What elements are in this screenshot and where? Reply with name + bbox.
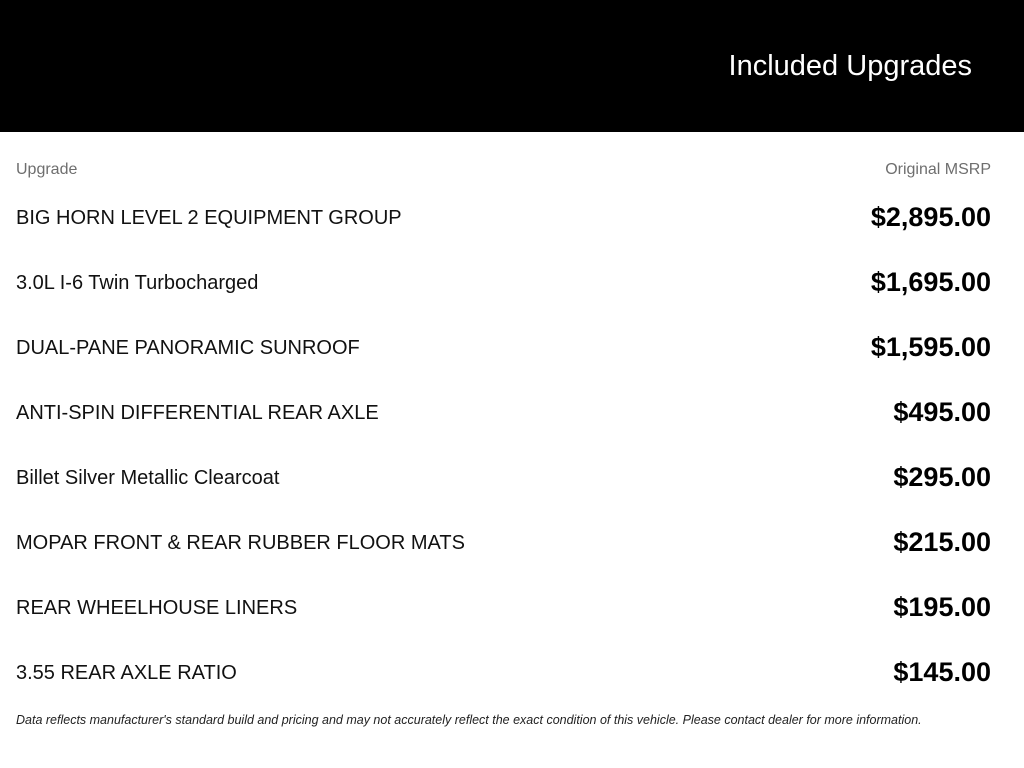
upgrade-price: $1,595.00	[870, 332, 991, 362]
upgrade-row	[16, 445, 991, 510]
upgrade-name: BIG HORN LEVEL 2 EQUIPMENT GROUP	[16, 207, 402, 229]
upgrade-price: $195.00	[893, 592, 991, 622]
upgrade-name: 3.0L I-6 Twin Turbocharged	[16, 272, 259, 294]
upgrade-price: $1,695.00	[870, 267, 991, 297]
upgrade-price: $215.00	[893, 527, 991, 557]
upgrade-row	[16, 185, 991, 250]
disclaimer-text: Data reflects manufacturer's standard build and pricing and may not accurately reflect the exact condition of this vehicle. Please contact dealer for more information.	[16, 713, 922, 727]
upgrade-name: MOPAR FRONT & REAR RUBBER FLOOR MATS	[16, 532, 465, 554]
upgrade-row	[16, 250, 991, 315]
upgrade-name: ANTI-SPIN DIFFERENTIAL REAR AXLE	[16, 402, 379, 424]
upgrade-name: Billet Silver Metallic Clearcoat	[16, 467, 280, 489]
page-title: Included Upgrades	[728, 50, 972, 82]
upgrade-row	[16, 575, 991, 640]
upgrade-name: 3.55 REAR AXLE RATIO	[16, 662, 237, 684]
upgrade-name: REAR WHEELHOUSE LINERS	[16, 597, 298, 619]
upgrade-row	[16, 640, 991, 705]
header-banner	[0, 0, 1024, 132]
upgrade-list	[16, 185, 991, 705]
upgrade-price: $295.00	[893, 462, 991, 492]
upgrade-price: $145.00	[893, 657, 991, 687]
upgrade-price: $495.00	[893, 397, 991, 427]
column-header-upgrade: Upgrade	[16, 161, 78, 178]
upgrade-row	[16, 380, 991, 445]
upgrade-row	[16, 315, 991, 380]
upgrade-price: $2,895.00	[870, 202, 991, 232]
upgrade-row	[16, 510, 991, 575]
upgrade-name: DUAL-PANE PANORAMIC SUNROOF	[16, 337, 360, 359]
column-header-original-msrp: Original MSRP	[885, 161, 991, 178]
